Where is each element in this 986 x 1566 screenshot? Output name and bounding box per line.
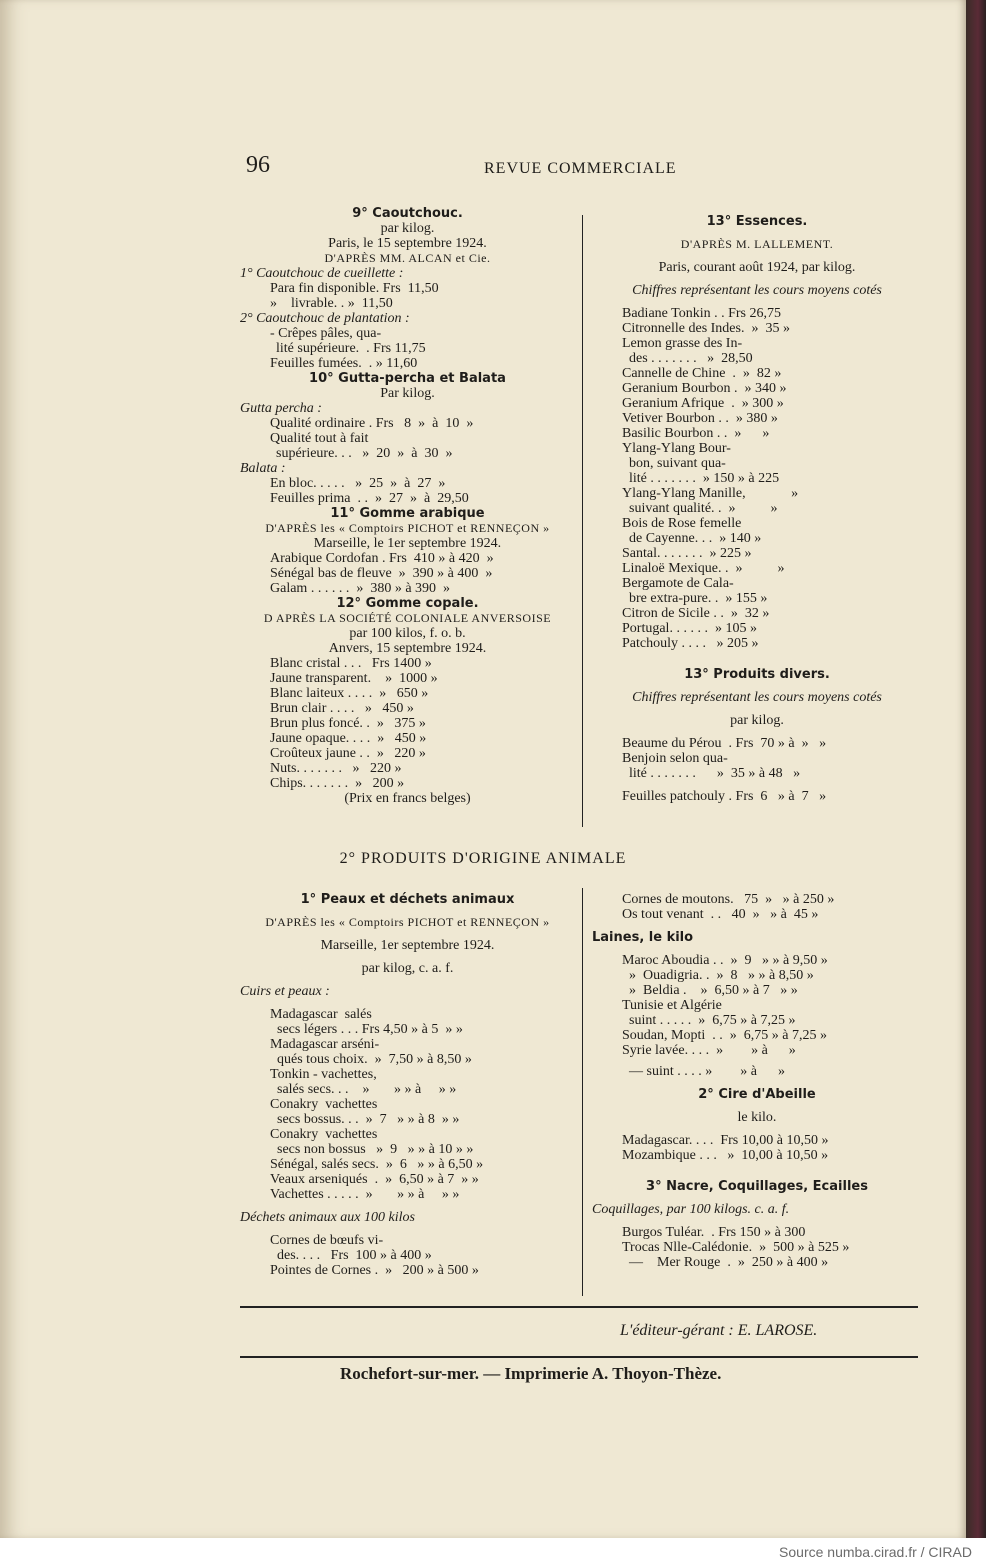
price-row: des . . . . . . . » 28,50	[622, 351, 753, 366]
price-row: Patchouly . . . . » 205 »	[622, 636, 759, 651]
price-row: Mozambique . . . » 10,00 à 10,50 »	[622, 1148, 829, 1163]
price-row: Para fin disponible. Frs 11,50	[270, 281, 439, 296]
unit-note: Par kilog.	[380, 386, 435, 401]
column-divider	[582, 215, 583, 827]
right-column-top	[592, 214, 922, 804]
price-row: Burgos Tuléar. . Frs 150 » à 300	[622, 1225, 806, 1240]
price-row: Badiane Tonkin . . Frs 26,75	[622, 306, 781, 321]
source-line: D'APRÈS M. LALLEMENT.	[680, 237, 834, 251]
section-heading: Laines, le kilo	[592, 930, 694, 945]
price-row: Ylang-Ylang Manille, »	[622, 486, 799, 501]
price-row: Cannelle de Chine . » 82 »	[622, 366, 782, 381]
dateline: Anvers, 15 septembre 1924.	[328, 641, 487, 656]
price-row: Os tout venant . . 40 » » à 45 »	[622, 907, 819, 922]
price-row: suint . . . . . » 6,75 » à 7,25 »	[622, 1013, 796, 1028]
price-row: des. . . . Frs 100 » à 400 »	[270, 1248, 432, 1263]
price-row: Madagascar arséni-	[270, 1037, 380, 1052]
price-row: Tonkin - vachettes,	[270, 1067, 377, 1082]
price-row: — suint . . . . » » à »	[622, 1064, 785, 1079]
price-row: Tunisie et Algérie	[622, 998, 722, 1013]
price-row: - Crêpes pâles, qua-	[270, 326, 382, 341]
price-row: Soudan, Mopti . . » 6,75 » à 7,25 »	[622, 1028, 827, 1043]
price-row: Conakry vachettes	[270, 1127, 378, 1142]
price-row: salés secs. . . » » » à » »	[270, 1082, 457, 1097]
editor-line: L'éditeur-gérant : E. LAROSE.	[620, 1322, 818, 1339]
price-row: Blanc cristal . . . Frs 1400 »	[270, 656, 432, 671]
price-row: Ylang-Ylang Bour-	[622, 441, 731, 456]
price-row: Santal. . . . . . . » 225 »	[622, 546, 752, 561]
price-row: Blanc laiteux . . . . » 650 »	[270, 686, 429, 701]
price-row: Bois de Rose femelle	[622, 516, 742, 531]
price-row: Portugal. . . . . . » 105 »	[622, 621, 757, 636]
price-row: Madagascar. . . . Frs 10,00 à 10,50 »	[622, 1133, 829, 1148]
price-row: Linaloë Mexique. . » »	[622, 561, 785, 576]
price-row: Galam . . . . . . » 380 » à 390 »	[270, 581, 451, 596]
price-row: secs légers . . . Frs 4,50 » à 5 » »	[270, 1022, 463, 1037]
price-row: Vetiver Bourbon . . » 380 »	[622, 411, 778, 426]
unit-note: par kilog.	[730, 713, 784, 728]
price-row: Beaume du Pérou . Frs 70 » à » »	[622, 736, 827, 751]
price-row: Brun clair . . . . » 450 »	[270, 701, 414, 716]
sub-heading: Balata :	[240, 461, 286, 476]
left-column-top	[240, 206, 575, 806]
price-row: — Mer Rouge . » 250 » à 400 »	[622, 1255, 829, 1270]
price-row: Conakry vachettes	[270, 1097, 378, 1112]
section-heading: 13° Essences.	[706, 214, 808, 229]
left-column-bottom	[240, 892, 575, 1278]
price-row: Jaune transparent. » 1000 »	[270, 671, 438, 686]
dateline: Marseille, 1er septembre 1924.	[320, 938, 495, 953]
section-heading: 11° Gomme arabique	[330, 506, 485, 521]
price-note: Chiffres représentant les cours moyens cotés	[632, 283, 882, 298]
dateline: Marseille, le 1er septembre 1924.	[313, 536, 502, 551]
sub-heading: Cuirs et peaux :	[240, 984, 330, 999]
price-row: de Cayenne. . . » 140 »	[622, 531, 762, 546]
unit-note: le kilo.	[737, 1110, 777, 1125]
price-row: Benjoin selon qua-	[622, 751, 728, 766]
price-row: Pointes de Cornes . » 200 » à 500 »	[270, 1263, 479, 1278]
price-row: Geranium Bourbon . » 340 »	[622, 381, 787, 396]
price-row: Syrie lavée. . . . » » à »	[622, 1043, 796, 1058]
price-row: Basilic Bourbon . . » »	[622, 426, 770, 441]
price-row: lité . . . . . . . » 35 » à 48 »	[622, 766, 801, 781]
source-line: D APRÈS LA SOCIÉTÉ COLONIALE ANVERSOISE	[263, 611, 552, 625]
price-row: Nuts. . . . . . . » 220 »	[270, 761, 402, 776]
price-note: Chiffres représentant les cours moyens cotés	[632, 690, 882, 705]
price-row: Lemon grasse des In-	[622, 336, 743, 351]
price-row: Maroc Aboudia . . » 9 » » à 9,50 »	[622, 953, 828, 968]
sub-heading: Gutta percha :	[240, 401, 322, 416]
sub-heading: 1° Caoutchouc de cueillette :	[240, 266, 404, 281]
section-heading: 12° Gomme copale.	[336, 596, 479, 611]
price-row: Sénégal, salés secs. » 6 » » à 6,50 »	[270, 1157, 484, 1172]
sub-heading: Déchets animaux aux 100 kilos	[240, 1210, 415, 1225]
price-row: secs bossus. . . » 7 » » à 8 » »	[270, 1112, 460, 1127]
price-row: Feuilles fumées. . » 11,60	[270, 356, 418, 371]
price-row: Qualité tout à fait	[270, 431, 369, 446]
price-row: Jaune opaque. . . . » 450 »	[270, 731, 427, 746]
sub-heading: 2° Caoutchouc de plantation :	[240, 311, 410, 326]
unit-note: par kilog, c. a. f.	[361, 961, 454, 976]
price-row: suivant qualité. . » »	[622, 501, 778, 516]
currency-note: (Prix en francs belges)	[344, 791, 471, 806]
printer-line: Rochefort-sur-mer. — Imprimerie A. Thoyon-Thèze.	[340, 1364, 722, 1383]
section-heading: 9° Caoutchouc.	[352, 206, 463, 221]
unit-note: Coquillages, par 100 kilogs. c. a. f.	[592, 1202, 790, 1217]
price-row: bon, suivant qua-	[622, 456, 726, 471]
price-row: Feuilles prima . . » 27 » à 29,50	[270, 491, 469, 506]
price-row: Qualité ordinaire . Frs 8 » à 10 »	[270, 416, 474, 431]
section-heading: 1° Peaux et déchets animaux	[300, 892, 515, 907]
source-line: D'APRÈS les « Comptoirs PICHOT et RENNEÇON »	[265, 521, 550, 535]
horizontal-rule	[240, 1306, 918, 1308]
section-heading: 2° Cire d'Abeille	[698, 1087, 816, 1102]
price-row: bre extra-pure. . » 155 »	[622, 591, 768, 606]
price-row: secs non bossus » 9 » » à 10 » »	[270, 1142, 474, 1157]
price-row: Brun plus foncé. . » 375 »	[270, 716, 426, 731]
price-row: Madagascar salés	[270, 1007, 372, 1022]
source-line: D'APRÈS les « Comptoirs PICHOT et RENNEÇON »	[265, 915, 550, 929]
price-row: » Beldia . » 6,50 » à 7 » »	[622, 983, 798, 998]
price-row: En bloc. . . . . » 25 » à 27 »	[270, 476, 446, 491]
price-row: Citron de Sicile . . » 32 »	[622, 606, 770, 621]
price-row: Feuilles patchouly . Frs 6 » à 7 »	[622, 789, 827, 804]
source-credit: Source numba.cirad.fr / CIRAD	[779, 1544, 972, 1560]
price-row: » livrable. . » 11,50	[270, 296, 393, 311]
dateline: Paris, le 15 septembre 1924.	[328, 236, 487, 251]
price-row: qués tous choix. » 7,50 » à 8,50 »	[270, 1052, 472, 1067]
price-row: Citronnelle des Indes. » 35 »	[622, 321, 790, 336]
price-row: lité supérieure. . Frs 11,75	[276, 341, 426, 356]
price-row: Chips. . . . . . . » 200 »	[270, 776, 405, 791]
price-row: Croûteux jaune . . » 220 »	[270, 746, 426, 761]
page-number: 96	[246, 152, 270, 178]
dateline: Paris, courant août 1924, par kilog.	[658, 260, 856, 275]
price-row: lité . . . . . . . » 150 » à 225	[622, 471, 780, 486]
horizontal-rule	[240, 1356, 918, 1358]
price-row: Cornes de moutons. 75 » » à 250 »	[622, 892, 835, 907]
column-divider	[582, 888, 583, 1296]
running-head: REVUE COMMERCIALE	[484, 160, 677, 177]
section-heading: 10° Gutta-percha et Balata	[309, 371, 506, 386]
source-line: D'APRÈS MM. ALCAN et Cie.	[324, 251, 491, 265]
price-row: » Ouadigria. . » 8 » » à 8,50 »	[622, 968, 814, 983]
section-heading: 13° Produits divers.	[684, 667, 830, 682]
price-row: Sénégal bas de fleuve » 390 » à 400 »	[270, 566, 493, 581]
price-row: Vachettes . . . . . » » » à » »	[270, 1187, 460, 1202]
right-column-bottom	[592, 892, 922, 1270]
price-row: Geranium Afrique . » 300 »	[622, 396, 784, 411]
price-row: Cornes de bœufs vi-	[270, 1233, 384, 1248]
section-heading: 3° Nacre, Coquillages, Ecailles	[646, 1179, 868, 1194]
price-row: Bergamote de Cala-	[622, 576, 734, 591]
price-row: Veaux arseniqués . » 6,50 » à 7 » »	[270, 1172, 479, 1187]
unit-note: par 100 kilos, f. o. b.	[349, 626, 466, 641]
price-row: supérieure. . . » 20 » à 30 »	[276, 446, 453, 461]
price-row: Arabique Cordofan . Frs 410 » à 420 »	[270, 551, 494, 566]
book-binding-edge	[966, 0, 986, 1538]
price-row: Trocas Nlle-Calédonie. » 500 » à 525 »	[622, 1240, 850, 1255]
unit-note: par kilog.	[380, 221, 435, 236]
section-title: 2° PRODUITS D'ORIGINE ANIMALE	[339, 850, 627, 867]
